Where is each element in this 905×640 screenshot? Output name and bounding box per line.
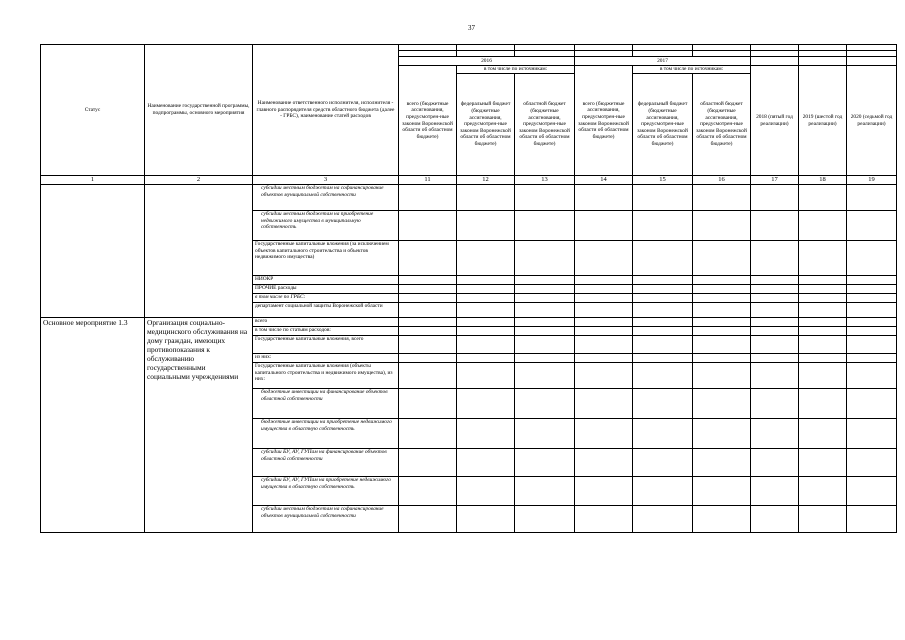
header-federal-2016: федеральный бюджет (бюджетные ассигнования, предусмотрен-ные законом Воронежской области об областном бюджете)	[457, 74, 515, 176]
table-row-label: субсидии местным бюджетам на приобретение недвижимого имущества в муниципальную собственность	[253, 211, 399, 241]
table-row-label: НИОКР	[253, 276, 399, 285]
column-number-row: 1 2 3 11 12 13 14 15 16 17 18 19	[41, 176, 897, 185]
header-2018: 2018 (пятый год реализации)	[751, 66, 799, 176]
table-row-label: субсидии местным бюджетам на софинансирование объектов муниципальной собственности	[253, 185, 399, 211]
table-row-label: субсидии БУ, АУ, ГУПам на финансирование объектов областной собственности	[253, 449, 399, 477]
header-2019: 2019 (шестой год реализации)	[799, 66, 847, 176]
header-regional-2016: областной бюджет (бюджетные ассигнования, предусмотрен-ные законом Воронежской области об областном бюджете)	[515, 74, 575, 176]
block-name: Организация социально-медицинского обслуживания на дому граждан, имеющих противопоказания к обслуживанию государственными социальными учреждениями	[145, 318, 253, 533]
header-program: Наименование государственной программы, подпрограммы, основного мероприятия	[145, 45, 253, 176]
block-status: Основное мероприятие 1.3	[41, 318, 145, 533]
header-status: Статус	[41, 45, 145, 176]
table-row-label: из них:	[253, 354, 399, 363]
table-row-label: субсидии местным бюджетам на софинансирование объектов муниципальной собственности	[253, 506, 399, 533]
header-incl-sources-2017: в том числе по источникам:	[633, 66, 751, 74]
table-row-label: субсидии БУ, АУ, ГУПам на приобретение недвижимого имущества в областную собственность	[253, 477, 399, 506]
header-incl-sources-2016: в том числе по источникам:	[457, 66, 575, 74]
table-row-label: ПРОЧИЕ расходы	[253, 285, 399, 294]
table-row-label: в том числе по ГРБС:	[253, 294, 399, 303]
table-row-label: бюджетные инвестиции на финансирование объектов областной собственности	[253, 389, 399, 419]
header-executor: Наименование ответственного исполнителя, исполнителя - главного распорядителя средств областного бюджета (далее - ГРБС), наименование статей расходов	[253, 45, 399, 176]
page-number: 37	[468, 24, 475, 32]
header-2020: 2020 (седьмой год реализации)	[847, 66, 897, 176]
table-row-label: в том числе по статьям расходов:	[253, 327, 399, 336]
header-total-2016: всего (бюджетные ассигнования, предусмотрен-ные законом Воронежской области об областном бюджете)	[399, 66, 457, 176]
header-total-2017: всего (бюджетные ассигнования, предусмотрен-ные законом Воронежской области об областном бюджете)	[575, 66, 633, 176]
budget-table	[40, 44, 897, 533]
table-row-label: Государственные капитальные вложения (объекты капитального строительства и недвижимого имущества), из них:	[253, 363, 399, 389]
header-year-2016: 2016	[399, 57, 575, 66]
table-row-label: всего	[253, 318, 399, 327]
table-row-label: Государственные капитальные вложения (за исключением объектов капитального строительства и объектов недвижимого имущества)	[253, 241, 399, 276]
table-row-label: Государственные капитальные вложения, всего	[253, 336, 399, 354]
table-row-label: департамент социальной защиты Воронежской области	[253, 303, 399, 318]
header-year-2017: 2017	[575, 57, 751, 66]
header-regional-2017: областной бюджет (бюджетные ассигнования, предусмотрен-ные законом Воронежской области об областном бюджете)	[693, 74, 751, 176]
header-federal-2017: федеральный бюджет (бюджетные ассигнования, предусмотрен-ные законом Воронежской области об областном бюджете)	[633, 74, 693, 176]
table-row-label: бюджетные инвестиции на приобретение недвижимого имущества в областную собственность	[253, 419, 399, 449]
